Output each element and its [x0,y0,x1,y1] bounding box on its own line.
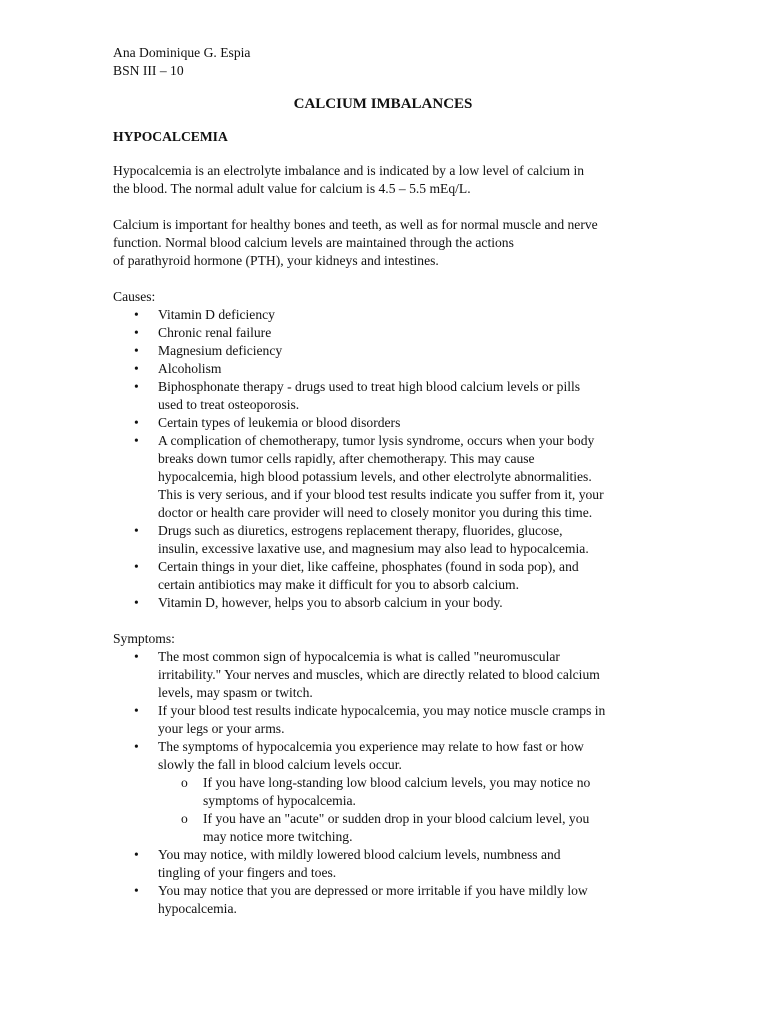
cause-item [113,342,658,360]
text-line: This is very serious, and if your blood test results indicate you suffer from it, your [158,487,604,502]
intro-paragraph [113,162,658,198]
text-line: doctor or health care provider will need to closely monitor you during this time. [158,505,593,520]
text-line: of parathyroid hormone (PTH), your kidneys and intestines. [113,253,439,268]
cause-item [113,360,658,378]
cause-item [113,432,658,522]
document-title: CALCIUM IMBALANCES [293,96,473,112]
symptom-item [113,702,658,738]
text-line: The most common sign of hypocalcemia is what is called "neuromuscular [158,649,560,664]
text-line: Hypocalcemia is an electrolyte imbalance and is indicated by a low level of calcium in [113,163,585,178]
text-line: Vitamin D, however, helps you to absorb calcium in your body. [158,595,503,610]
bullet-icon: • [134,847,139,862]
text-line: insulin, excessive laxative use, and magnesium may also lead to hypocalcemia. [158,541,589,556]
hollow-bullet-icon: o [181,811,188,826]
bullet-icon: • [134,307,139,322]
text-line: symptoms of hypocalcemia. [203,793,356,808]
symptoms-list [113,648,658,918]
text-line: may notice more twitching. [203,829,353,844]
hollow-bullet-icon: o [181,775,188,790]
section-heading: HYPOCALCEMIA [113,129,228,144]
bullet-icon: • [134,523,139,538]
text-line: Magnesium deficiency [158,343,283,358]
text-line: You may notice, with mildly lowered blood calcium levels, numbness and [158,847,561,862]
text-line: function. Normal blood calcium levels are maintained through the actions [113,235,514,250]
author-name: Ana Dominique G. Espia [113,45,251,60]
text-line: slowly the fall in blood calcium levels occur. [158,757,402,772]
text-line: Drugs such as diuretics, estrogens replacement therapy, fluorides, glucose, [158,523,563,538]
symptom-item [113,882,658,918]
bullet-icon: • [134,739,139,754]
cause-item [113,306,658,324]
text-line: hypocalcemia. [158,901,237,916]
text-line: The symptoms of hypocalcemia you experience may relate to how fast or how [158,739,584,754]
bullet-icon: • [134,343,139,358]
symptom-subitem [158,774,658,810]
causes-list [113,306,658,612]
text-line: You may notice that you are depressed or more irritable if you have mildly low [158,883,588,898]
bullet-icon: • [134,649,139,664]
cause-item [113,594,658,612]
text-line: Certain things in your diet, like caffeine, phosphates (found in soda pop), and [158,559,579,574]
text-line: tingling of your fingers and toes. [158,865,337,880]
text-line: If you have an "acute" or sudden drop in your blood calcium level, you [203,811,590,826]
text-line: breaks down tumor cells rapidly, after chemotherapy. This may cause [158,451,535,466]
bullet-icon: • [134,595,139,610]
bullet-icon: • [134,883,139,898]
text-line: A complication of chemotherapy, tumor lysis syndrome, occurs when your body [158,433,595,448]
text-line: the blood. The normal adult value for calcium is 4.5 – 5.5 mEq/L. [113,181,471,196]
cause-item [113,414,658,432]
bullet-icon: • [134,415,139,430]
text-line: If your blood test results indicate hypocalcemia, you may notice muscle cramps in [158,703,606,718]
intro-section [113,162,658,270]
text-line: your legs or your arms. [158,721,285,736]
text-line: Chronic renal failure [158,325,272,340]
cause-item [113,324,658,342]
symptoms-label: Symptoms: [113,631,175,646]
text-line: Biphosphonate therapy - drugs used to treat high blood calcium levels or pills [158,379,581,394]
symptom-item [113,648,658,702]
symptom-item [113,846,658,882]
text-line: hypocalcemia, high blood potassium levels, and other electrolyte abnormalities. [158,469,592,484]
bullet-icon: • [134,703,139,718]
causes-label: Causes: [113,289,156,304]
symptom-subitem [158,810,658,846]
text-line: Alcoholism [158,361,222,376]
bullet-icon: • [134,361,139,376]
text-line: Certain types of leukemia or blood disorders [158,415,401,430]
cause-item [113,558,658,594]
text-line: certain antibiotics may make it difficult for you to absorb calcium. [158,577,520,592]
cause-item [113,522,658,558]
document-page [113,44,658,936]
text-line: levels, may spasm or twitch. [158,685,313,700]
intro-paragraph [113,216,658,270]
symptom-sublist [158,774,658,846]
text-line: irritability." Your nerves and muscles, which are directly related to blood calcium [158,667,600,682]
bullet-icon: • [134,379,139,394]
bullet-icon: • [134,433,139,448]
course-section: BSN III – 10 [113,63,184,78]
text-line: Vitamin D deficiency [158,307,275,322]
text-line: used to treat osteoporosis. [158,397,300,412]
cause-item [113,378,658,414]
text-line: If you have long-standing low blood calcium levels, you may notice no [203,775,591,790]
bullet-icon: • [134,559,139,574]
text-line: Calcium is important for healthy bones and teeth, as well as for normal muscle and nerve [113,217,598,232]
bullet-icon: • [134,325,139,340]
symptom-item [113,738,658,846]
